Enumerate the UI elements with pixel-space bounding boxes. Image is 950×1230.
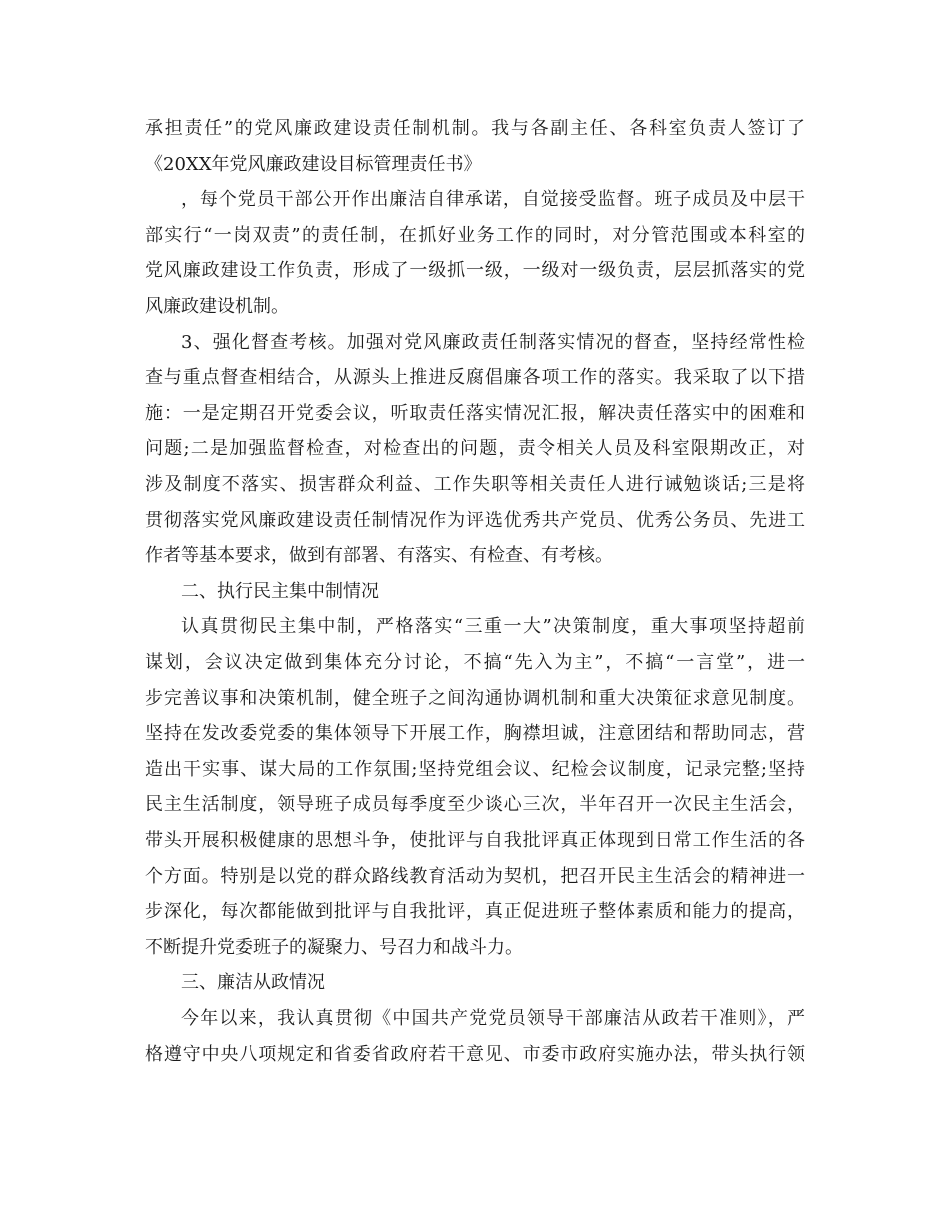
text-line: 造出干实事、谋大局的工作氛围;坚持党组会议、纪检会议制度，记录完整;坚持 (145, 758, 805, 780)
text-line: 今年以来，我认真贯彻《中国共产党党员领导干部廉洁从政若干准则》，严 (181, 1008, 805, 1029)
text-line: 贯彻落实党风廉政建设责任制情况作为评选优秀共产党员、优秀公务员、先进工 (145, 509, 805, 531)
text-line: 认真贯彻民主集中制，严格落实“三重一大”决策制度，重大事项坚持超前 (181, 616, 805, 638)
text-line: 二、执行民主集中制情况 (181, 580, 379, 602)
text-line: 施：一是定期召开党委会议，听取责任落实情况汇报，解决责任落实中的困难和 (145, 402, 805, 424)
text-line: 谋划，会议决定做到集体充分讨论，不搞“先入为主”，不搞“一言堂”，进一 (145, 652, 805, 673)
text-line: 党风廉政建设工作负责，形成了一级抓一级，一级对一级负责，层层抓落实的党 (145, 260, 805, 282)
text-line: 步完善议事和决策机制，健全班子之间沟通协调机制和重大决策征求意见制度。 (145, 687, 805, 709)
text-line: 坚持在发改委党委的集体领导下开展工作，胸襟坦诚，注意团结和帮助同志，营 (145, 723, 805, 745)
text-line: 带头开展积极健康的思想斗争，使批评与自我批评真正体现到日常工作生活的各 (145, 830, 805, 851)
text-line: 部实行“一岗双责”的责任制，在抓好业务工作的同时，对分管范围或本科室的 (145, 224, 805, 246)
text-line: 《20XX年党风廉政建设目标管理责任书》 (145, 153, 482, 175)
text-line: 民主生活制度，领导班子成员每季度至少谈心三次，半年召开一次民主生活会， (145, 794, 805, 816)
text-line: 风廉政建设机制。 (145, 296, 289, 317)
text-line: 不断提升党委班子的凝聚力、号召力和战斗力。 (145, 936, 523, 958)
text-line: 涉及制度不落实、损害群众利益、工作失职等相关责任人进行诫勉谈话;三是将 (145, 474, 805, 495)
text-line: 步深化，每次都能做到批评与自我批评，真正促进班子整体素质和能力的提高， (145, 901, 805, 923)
text-line: 3、强化督查考核。加强对党风廉政责任制落实情况的督查，坚持经常性检 (181, 331, 805, 353)
text-line: 三、廉洁从政情况 (181, 972, 325, 994)
text-line: 个方面。特别是以党的群众路线教育活动为契机，把召开民主生活会的精神进一 (145, 865, 805, 887)
text-line: 作者等基本要求，做到有部署、有落实、有检查、有考核。 (145, 545, 613, 567)
text-line: 查与重点督查相结合，从源头上推进反腐倡廉各项工作的落实。我采取了以下措 (145, 367, 805, 389)
text-line: ，每个党员干部公开作出廉洁自律承诺，自觉接受监督。班子成员及中层干 (181, 189, 805, 211)
text-line: 问题;二是加强监督检查，对检查出的问题，责令相关人员及科室限期改正，对 (145, 438, 805, 460)
text-line: 承担责任”的党风廉政建设责任制机制。我与各副主任、各科室负责人签订了 (145, 118, 805, 139)
text-line: 格遵守中央八项规定和省委省政府若干意见、市委市政府实施办法，带头执行领 (145, 1043, 805, 1065)
